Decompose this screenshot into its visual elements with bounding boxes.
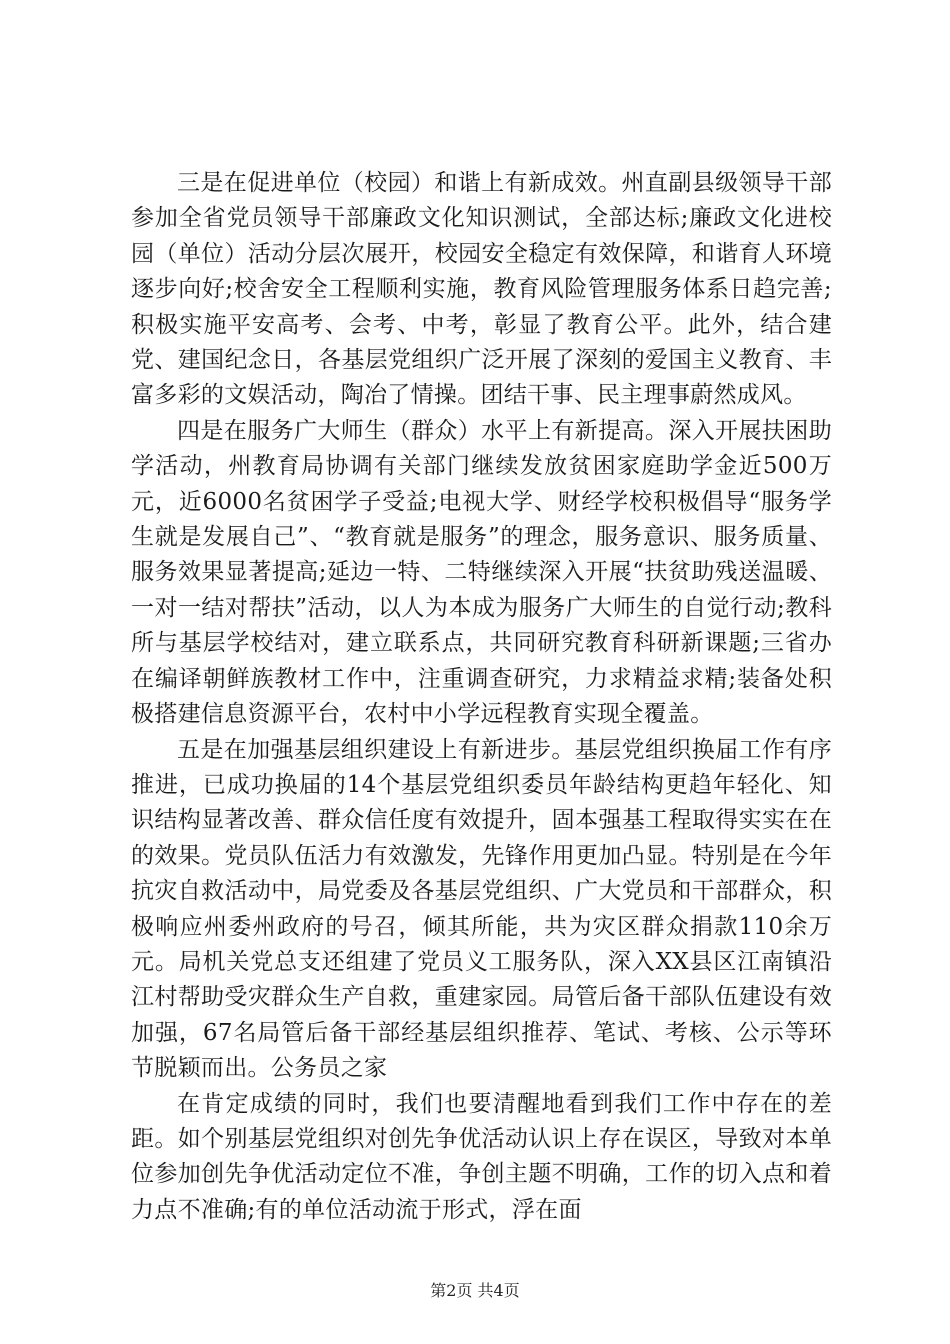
paragraph-achievement-four: 四是在服务广大师生（群众）水平上有新提高。深入开展扶困助学活动，州教育局协调有关部门继续发放贫困家庭助学金近500万元，近6000名贫困学子受益;电视大学、财经学校积极倡导“服务学生就是发展自己”、“教育就是服务”的理念，服务意识、服务质量、服务效果显著提高;延边一特、二特继续深入开展“扶贫助残送温暖、一对一结对帮扶”活动，以人为本成为服务广大师生的自觉行动;教科所与基层学校结对，建立联系点，共同研究教育科研新课题;三省办在编译朝鲜族教材工作中，注重调查研究，力求精益求精;装备处积极搭建信息资源平台，农村中小学远程教育实现全覆盖。 — [131, 417, 832, 728]
paragraph-achievement-three: 三是在促进单位（校园）和谐上有新成效。州直副县级领导干部参加全省党员领导干部廉政文化知识测试，全部达标;廉政文化进校园（单位）活动分层次展开，校园安全稳定有效保障，和谐育人环境逐步向好;校舍安全工程顺利实施，教育风险管理服务体系日趋完善;积极实施平安高考、会考、中考，彰显了教育公平。此外，结合建党、建国纪念日，各基层党组织广泛开展了深刻的爱国主义教育、丰富多彩的文娱活动，陶冶了情操。团结干事、民主理事蔚然成风。 — [131, 170, 832, 409]
page-number-footer: 第2页 共4页 — [430, 1281, 520, 1300]
paragraph-achievement-five: 五是在加强基层组织建设上有新进步。基层党组织换届工作有序推进，已成功换届的14个基层党组织委员年龄结构更趋年轻化、知识结构显著改善、群众信任度有效提升，固本强基工程取得实实在在的效果。党员队伍活力有效激发，先锋作用更加凸显。特别是在今年抗灾自救活动中，局党委及各基层党组织、广大党员和干部群众，积极响应州委州政府的号召，倾其所能，共为灾区群众捐款110余万元。局机关党总支还组建了党员义工服务队，深入XX县区江南镇沿江村帮助受灾群众生产自救，重建家园。局管后备干部队伍建设有效加强，67名局管后备干部经基层组织推荐、笔试、考核、公示等环节脱颖而出。公务员之家 — [131, 736, 832, 1082]
paragraph-shortcomings: 在肯定成绩的同时，我们也要清醒地看到我们工作中存在的差距。如个别基层党组织对创先争优活动认识上存在误区，导致对本单位参加创先争优活动定位不准，争创主题不明确，工作的切入点和着力点不准确;有的单位活动流于形式，浮在面 — [131, 1090, 832, 1223]
document-body — [131, 166, 832, 1228]
